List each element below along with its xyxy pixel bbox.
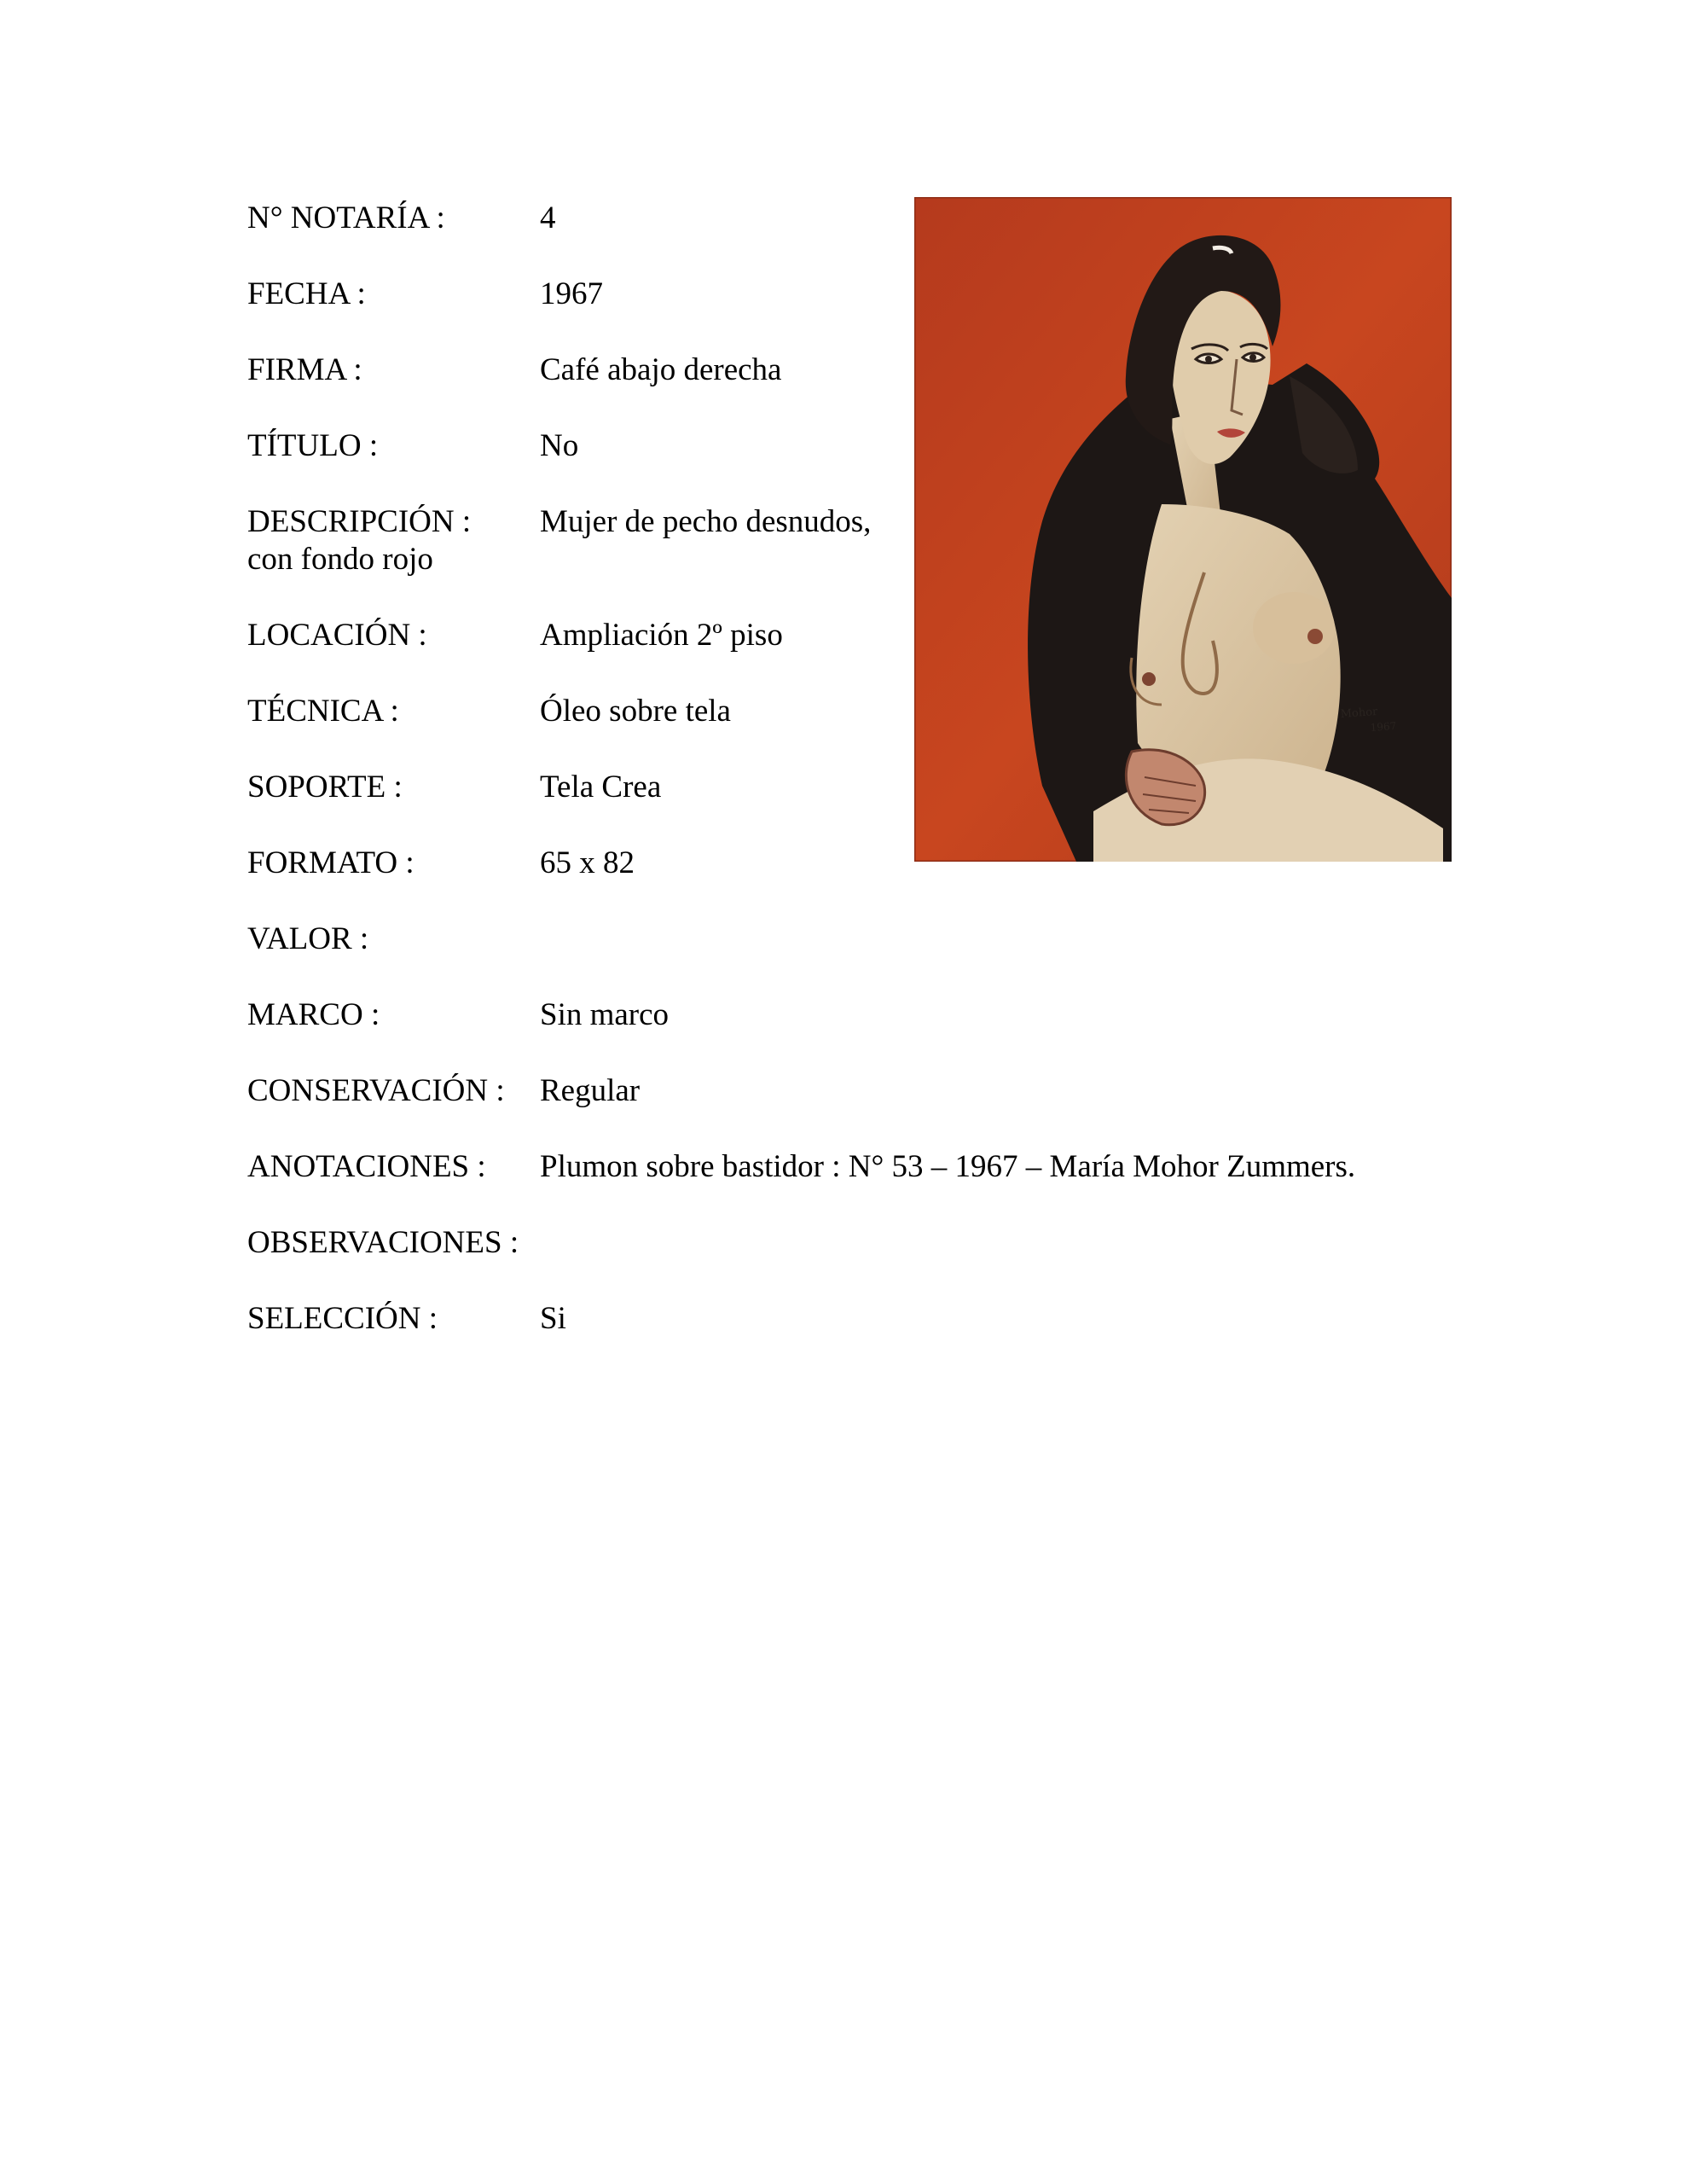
field-label: CONSERVACIÓN :	[247, 1073, 505, 1108]
artwork-image	[914, 197, 1452, 862]
painting-signature: Mohor	[1340, 705, 1378, 721]
field-label: DESCRIPCIÓN :	[247, 504, 472, 539]
field-value: Regular	[540, 1073, 641, 1108]
field-label: TÍTULO :	[247, 428, 379, 463]
field-label: SELECCIÓN :	[247, 1301, 438, 1336]
field-label: FORMATO :	[247, 845, 415, 880]
field-value: 65 x 82	[540, 845, 635, 880]
field-value: Tela Crea	[540, 770, 662, 804]
field-value: Mujer de pecho desnudos,	[540, 504, 872, 539]
field-value: Café abajo derecha	[540, 352, 782, 387]
svg-text:1967: 1967	[1370, 719, 1397, 734]
field-label: SOPORTE :	[247, 770, 403, 804]
field-value: No	[540, 428, 579, 463]
field-label: LOCACIÓN :	[247, 618, 427, 653]
field-label: ANOTACIONES :	[247, 1149, 486, 1184]
field-label: MARCO :	[247, 997, 380, 1032]
field-value: 1967	[540, 276, 603, 311]
field-value: Plumon sobre bastidor : N° 53 – 1967 – María Mohor Zummers.	[540, 1149, 1356, 1184]
field-label: TÉCNICA :	[247, 694, 399, 729]
field-label: OBSERVACIONES :	[247, 1225, 519, 1260]
field-label: N° NOTARÍA :	[247, 200, 445, 235]
field-label: VALOR :	[247, 921, 369, 956]
field-value: 4	[540, 200, 556, 235]
field-label: FECHA :	[247, 276, 366, 311]
field-value: Ampliación 2º piso	[540, 618, 783, 653]
field-value: Sin marco	[540, 997, 670, 1032]
field-value: Óleo sobre tela	[540, 694, 731, 729]
field-label: FIRMA :	[247, 352, 362, 387]
field-value-continuation: con fondo rojo	[247, 542, 433, 577]
portrait-painting	[914, 197, 1452, 862]
field-value: Si	[540, 1301, 566, 1336]
